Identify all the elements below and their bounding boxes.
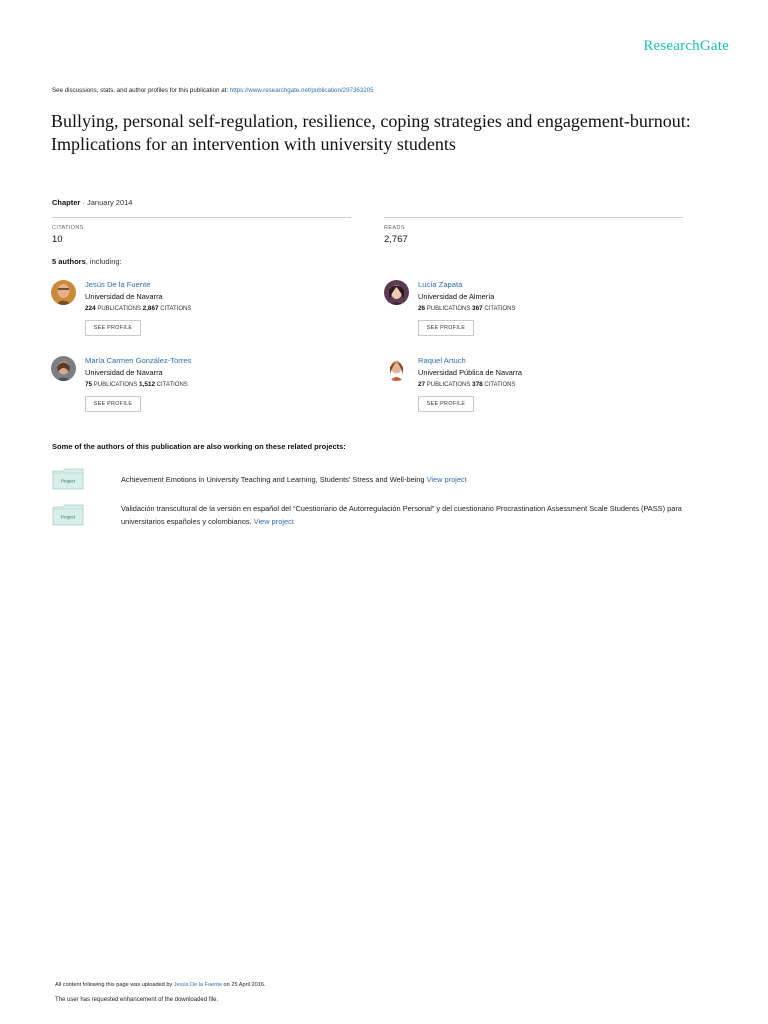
project-title: Achievement Emotions in University Teaching and Learning, Students' Stress and Well-being <box>121 475 427 484</box>
author-stats <box>418 305 515 312</box>
publications-label: PUBLICATIONS <box>425 306 473 312</box>
publication-title: Bullying, personal self-regulation, resilience, coping strategies and engagement-burnout: Implications for an intervention with university students <box>51 111 691 154</box>
publications-count: 27 <box>418 381 426 388</box>
upload-note <box>55 982 266 988</box>
authors-heading <box>52 257 122 266</box>
citations-label: CITATIONS <box>482 382 516 388</box>
author-name-link[interactable]: María Carmen González-Torres <box>85 356 192 365</box>
researchgate-logo[interactable]: ResearchGate <box>643 38 729 54</box>
enhancement-note: The user has requested enhancement of the downloaded file. <box>55 997 219 1003</box>
project-text <box>121 502 721 528</box>
project-folder-icon <box>52 468 84 490</box>
author-avatar[interactable] <box>51 356 76 381</box>
author-institution: Universidad de Navarra <box>85 292 163 301</box>
source-prefix: See discussions, stats, and author profiles for this publication at: <box>52 87 230 94</box>
author-stats <box>85 305 191 312</box>
citations-value: 10 <box>52 234 63 245</box>
author-institution: Universidad Pública de Navarra <box>418 368 522 377</box>
author-institution: Universidad de Navarra <box>85 368 163 377</box>
author-name-link[interactable]: Lucía Zapata <box>418 280 463 289</box>
view-project-link[interactable]: View project <box>426 475 467 484</box>
publications-count: 224 <box>85 305 96 312</box>
publication-date: · January 2014 <box>80 198 133 207</box>
author-card <box>51 356 311 420</box>
see-profile-button[interactable]: SEE PROFILE <box>85 396 141 412</box>
citations-count: 367 <box>472 305 483 312</box>
publications-label: PUBLICATIONS <box>425 382 473 388</box>
publication-meta <box>52 198 132 207</box>
citations-label: CITATIONS <box>482 306 516 312</box>
view-project-link[interactable]: View project <box>253 517 294 526</box>
uploader-link[interactable]: Jesús De la Fuente <box>173 982 222 988</box>
project-folder-icon <box>52 504 84 526</box>
author-avatar[interactable] <box>384 356 409 381</box>
publication-url-link[interactable]: https://www.researchgate.net/publication/297363205 <box>229 87 374 94</box>
author-name-link[interactable]: Raquel Artuch <box>418 356 466 365</box>
author-stats <box>85 381 188 388</box>
publications-label: PUBLICATIONS <box>92 382 140 388</box>
author-name-link[interactable]: Jesús De la Fuente <box>85 280 151 289</box>
citations-label: CITATIONS <box>155 382 188 388</box>
upload-prefix: All content following this page was uploaded by <box>55 982 174 988</box>
publications-label: PUBLICATIONS <box>95 306 143 312</box>
project-icon-label: Project <box>60 514 76 520</box>
project-text <box>121 473 721 486</box>
reads-value: 2,767 <box>384 234 408 245</box>
reads-stat <box>384 217 683 245</box>
author-card <box>384 280 644 344</box>
upload-suffix: on 25 April 2016. <box>222 982 266 988</box>
author-institution: Universidad de Almería <box>418 292 495 301</box>
authors-count: 5 authors <box>52 257 86 266</box>
source-line <box>52 87 374 94</box>
see-profile-button[interactable]: SEE PROFILE <box>418 396 474 412</box>
author-stats <box>418 381 515 388</box>
author-card <box>51 280 311 344</box>
citations-count: 378 <box>472 381 483 388</box>
author-avatar[interactable] <box>51 280 76 305</box>
see-profile-button[interactable]: SEE PROFILE <box>85 320 141 336</box>
citations-count: 2,867 <box>142 305 159 312</box>
citations-count: 1,512 <box>139 381 156 388</box>
citations-label: CITATIONS <box>158 306 192 312</box>
publication-type: Chapter <box>52 198 81 207</box>
related-projects-heading: Some of the authors of this publication are also working on these related projects: <box>52 442 346 451</box>
project-icon-label: Project <box>60 478 76 484</box>
publications-count: 26 <box>418 305 426 312</box>
project-title: Validación transcultural de la versión en español del “Cuestionario de Autorregulación Personal” y del cuestionario Procrastination Assessment Scale Students (PASS) para universitarios españoles y colombianos. <box>121 504 682 526</box>
citations-stat <box>52 217 351 245</box>
author-avatar[interactable] <box>384 280 409 305</box>
publications-count: 75 <box>85 381 93 388</box>
see-profile-button[interactable]: SEE PROFILE <box>418 320 474 336</box>
citations-label: CITATIONS <box>52 225 84 231</box>
author-card <box>384 356 644 420</box>
reads-label: READS <box>384 225 405 231</box>
authors-suffix: , including: <box>85 257 122 266</box>
